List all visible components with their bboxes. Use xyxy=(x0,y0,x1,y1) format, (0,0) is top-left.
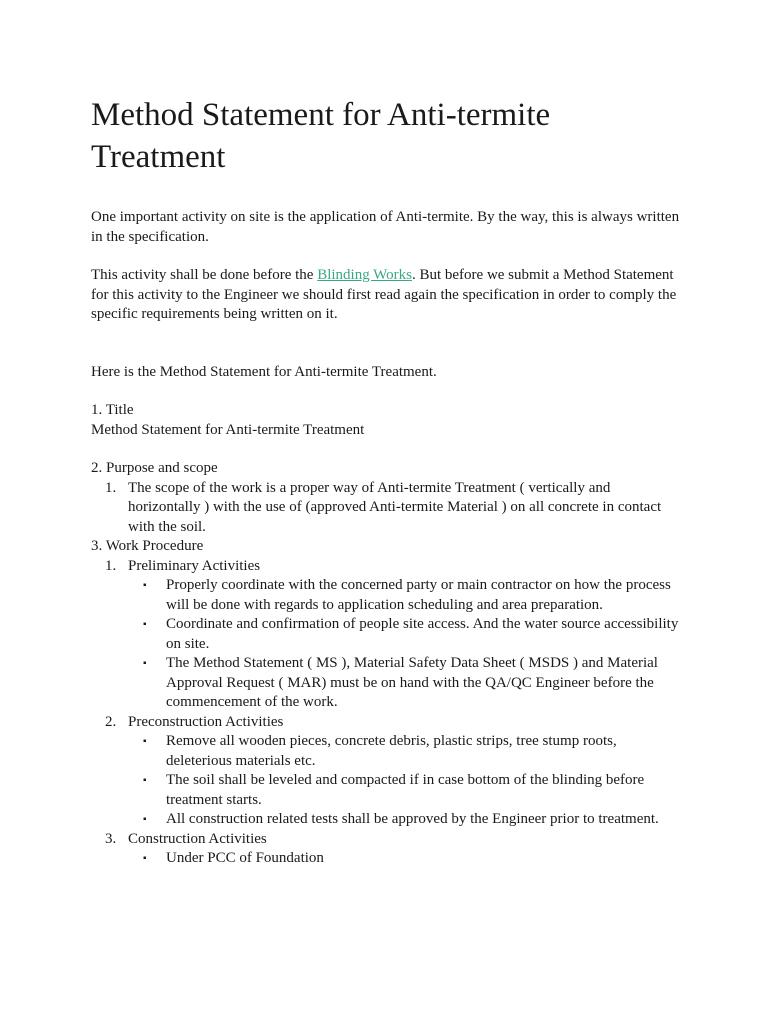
bullet-text: Properly coordinate with the concerned party or main contractor on how the process will be done with regards to application scheduling and area preparation. xyxy=(166,577,671,613)
intro-paragraph-3: Here is the Method Statement for Anti-termite Treatment. xyxy=(91,363,437,380)
bullet-text: The soil shall be leveled and compacted if in case bottom of the blinding before treatment starts. xyxy=(166,772,645,808)
bullet-icon: ▪ xyxy=(143,853,147,864)
section-2 xyxy=(91,459,681,537)
intro-paragraph-2-before: This activity shall be done before the xyxy=(91,267,318,283)
list-number: 1. xyxy=(105,479,117,496)
bullet-item xyxy=(143,615,681,654)
list-item-text: The scope of the work is a proper way of Anti-termite Treatment ( vertically and horizontally ) with the use of (approved Anti-termite Material ) on all concrete in contact with the soil. xyxy=(128,479,662,535)
intro-paragraph-2 xyxy=(91,266,681,325)
bullet-list xyxy=(128,849,681,869)
list-number: 1. xyxy=(105,557,117,574)
subsection-title: Preliminary Activities xyxy=(128,557,261,574)
section-1-text: Method Statement for Anti-termite Treatment xyxy=(91,421,365,438)
bullet-text: Under PCC of Foundation xyxy=(166,850,324,866)
list-item xyxy=(105,557,681,713)
list-number: 3. xyxy=(105,830,117,847)
bullet-icon: ▪ xyxy=(143,814,147,825)
main-list xyxy=(91,459,681,869)
section-3-heading: 3. Work Procedure xyxy=(91,538,204,554)
bullet-icon: ▪ xyxy=(143,736,147,747)
intro-paragraph-1: One important activity on site is the application of Anti-termite. By the way, this is always written in the specification. xyxy=(91,209,680,245)
bullet-icon: ▪ xyxy=(143,658,147,669)
list-item xyxy=(105,830,681,869)
page-title: Method Statement for Anti-termite Treatment xyxy=(91,97,551,175)
blinding-works-link[interactable]: Blinding Works xyxy=(317,267,412,283)
document-page xyxy=(91,94,681,869)
bullet-list xyxy=(128,576,681,713)
section-3-list xyxy=(91,557,681,869)
list-item xyxy=(105,713,681,830)
section-1-heading: 1. Title xyxy=(91,402,134,418)
bullet-text: Remove all wooden pieces, concrete debris, plastic strips, tree stump roots, deleterious materials etc. xyxy=(166,733,617,769)
list-item xyxy=(105,479,681,538)
section-2-heading: 2. Purpose and scope xyxy=(91,460,218,476)
section-2-list xyxy=(91,479,681,538)
intro-paragraph-2-after: . But before we submit a Method Statement for this activity to the Engineer we should first read again the specification in order to comply the specific requirements being written on it. xyxy=(91,267,677,322)
bullet-icon: ▪ xyxy=(143,619,147,630)
bullet-item xyxy=(143,654,681,713)
bullet-text: The Method Statement ( MS ), Material Safety Data Sheet ( MSDS ) and Material Approval Request ( MAR) must be on hand with the QA/QC Engineer before the commencement of the work. xyxy=(166,655,658,710)
section-3 xyxy=(91,537,681,869)
subsection-title: Construction Activities xyxy=(128,830,267,847)
bullet-item xyxy=(143,849,681,869)
bullet-item xyxy=(143,576,681,615)
bullet-item xyxy=(143,810,681,830)
bullet-item xyxy=(143,771,681,810)
bullet-list xyxy=(128,732,681,830)
bullet-icon: ▪ xyxy=(143,775,147,786)
bullet-icon: ▪ xyxy=(143,580,147,591)
bullet-text: All construction related tests shall be approved by the Engineer prior to treatment. xyxy=(166,811,659,827)
list-number: 2. xyxy=(105,713,117,730)
subsection-title: Preconstruction Activities xyxy=(128,713,284,730)
bullet-item xyxy=(143,732,681,771)
bullet-text: Coordinate and confirmation of people site access. And the water source accessibility on site. xyxy=(166,616,679,652)
